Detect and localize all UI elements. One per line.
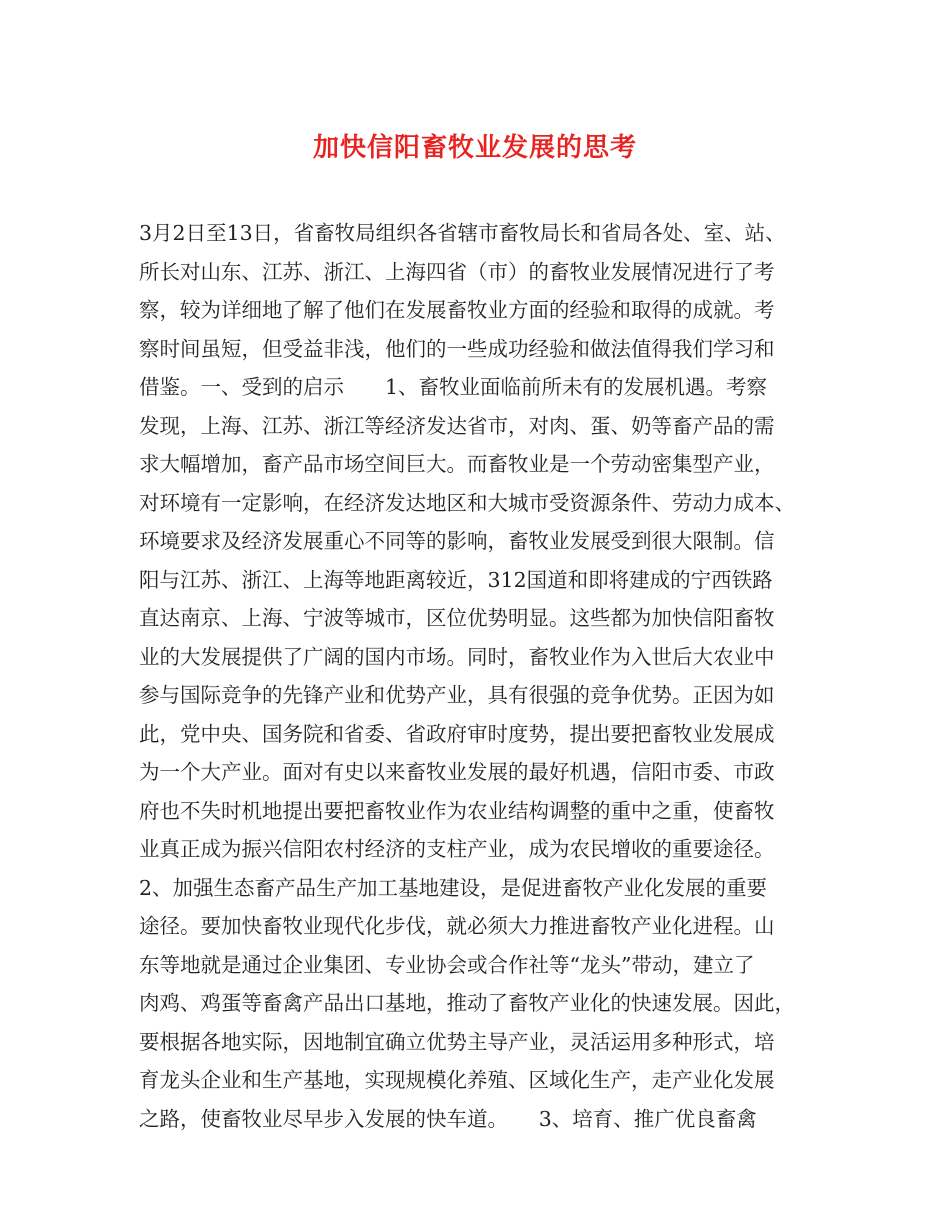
- body-line: 东等地就是通过企业集团、专业协会或合作社等“龙头”带动，建立了: [139, 952, 755, 977]
- body-line: 借鉴。一、受到的启示 1、畜牧业面临前所未有的发展机遇。考察: [139, 375, 768, 399]
- body-line: 3月2日至13日，省畜牧局组织各省辖市畜牧局长和省局各处、室、站、: [139, 221, 786, 245]
- body-line: 要根据各地实际，因地制宜确立优势主导产业，灵活运用多种形式，培: [139, 1029, 775, 1054]
- body-line: 之路，使畜牧业尽早步入发展的快车道。 3、培育、推广优良畜禽: [139, 1106, 757, 1131]
- document-title: 加快信阳畜牧业发展的思考: [312, 133, 637, 163]
- body-line: 直达南京、上海、宁波等城市，区位优势明显。这些都为加快信阳畜牧: [139, 606, 775, 630]
- body-line: 察，较为详细地了解了他们在发展畜牧业方面的经验和取得的成就。考: [139, 298, 775, 322]
- body-line: 育龙头企业和生产基地，实现规模化养殖、区域化生产，走产业化发展: [139, 1068, 775, 1092]
- body-line: 环境要求及经济发展重心不同等的影响，畜牧业发展受到很大限制。信: [139, 529, 775, 553]
- body-line: 参与国际竞争的先锋产业和优势产业，具有很强的竞争优势。正因为如: [139, 683, 775, 707]
- body-line: 察时间虽短，但受益非浅，他们的一些成功经验和做法值得我们学习和: [139, 336, 775, 361]
- body-line: 途径。要加快畜牧业现代化步伐，就必须大力推进畜牧产业化进程。山: [139, 914, 775, 938]
- body-line: 府也不失时机地提出要把畜牧业作为农业结构调整的重中之重，使畜牧: [139, 798, 775, 823]
- body-line: 阳与江苏、浙江、上海等地距离较近，312国道和即将建成的宁西铁路: [139, 567, 773, 592]
- document-body: [139, 214, 829, 1138]
- body-line: 为一个大产业。面对有史以来畜牧业发展的最好机遇，信阳市委、市政: [139, 760, 775, 784]
- body-line: 2、加强生态畜产品生产加工基地建设，是促进畜牧产业化发展的重要: [139, 875, 768, 900]
- body-line: 求大幅增加，畜产品市场空间巨大。而畜牧业是一个劳动密集型产业，: [139, 452, 775, 476]
- body-line: 对环境有一定影响，在经济发达地区和大城市受资源条件、劳动力成本、: [139, 490, 795, 515]
- body-line: 肉鸡、鸡蛋等畜禽产品出口基地，推动了畜牧产业化的快速发展。因此，: [139, 991, 795, 1015]
- body-line: 业的大发展提供了广阔的国内市场。同时，畜牧业作为入世后大农业中: [139, 644, 775, 669]
- body-line: 业真正成为振兴信阳农村经济的支柱产业，成为农民增收的重要途径。: [139, 837, 775, 861]
- body-line: 此，党中央、国务院和省委、省政府审时度势，提出要把畜牧业发展成: [139, 721, 775, 746]
- body-line: 所长对山东、江苏、浙江、上海四省（市）的畜牧业发展情况进行了考: [139, 259, 775, 284]
- body-line: 发现，上海、江苏、浙江等经济发达省市，对肉、蛋、奶等畜产品的需: [139, 413, 775, 438]
